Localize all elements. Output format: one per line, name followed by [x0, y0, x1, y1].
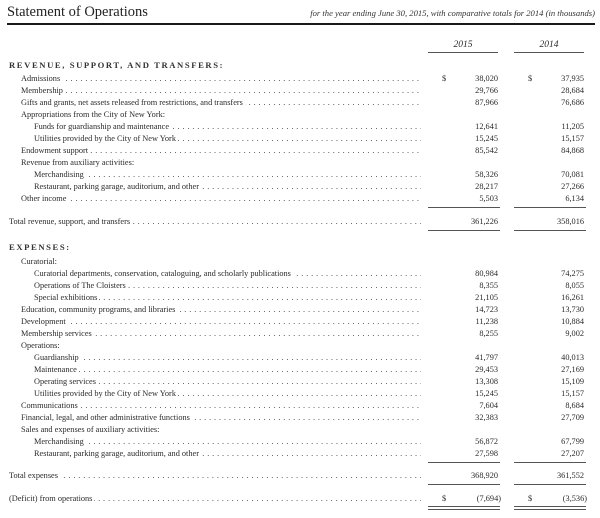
grand-total-double-rule — [514, 506, 586, 510]
table-row — [0, 328, 600, 339]
row-label: Funds for guardianship and maintenance — [34, 122, 170, 131]
value-2014: 37,935 — [561, 74, 584, 83]
row-label: Endowment support — [21, 146, 89, 155]
value-2014: 27,207 — [561, 449, 584, 458]
total-rule — [428, 230, 500, 231]
value-2015: 7,604 — [479, 401, 498, 410]
value-2014: 67,799 — [561, 437, 584, 446]
row-label: Restaurant, parking garage, auditorium, and other — [34, 182, 199, 191]
table-row — [0, 133, 600, 144]
row-label: Restaurant, parking garage, auditorium, and other — [34, 449, 199, 458]
value-2015: 29,453 — [475, 365, 498, 374]
value-2014: 76,686 — [561, 98, 584, 107]
table-row — [0, 121, 600, 132]
table-row — [0, 316, 600, 327]
table-row — [0, 85, 600, 96]
value-2015: 58,326 — [475, 170, 498, 179]
table-row — [0, 424, 600, 435]
revenue-section — [0, 60, 600, 71]
table-row — [0, 412, 600, 423]
value-2014: 84,868 — [561, 146, 584, 155]
deficit-row — [0, 493, 600, 504]
row-label: Gifts and grants, net assets released from restrictions, and transfers — [21, 98, 243, 107]
grand-total-double-rule — [428, 506, 500, 510]
table-row — [0, 181, 600, 192]
value-2015: 5,503 — [479, 194, 498, 203]
row-label: Utilities provided by the City of New York — [34, 134, 176, 143]
page-title: Statement of Operations — [7, 4, 148, 20]
value-2014: 27,709 — [561, 413, 584, 422]
value-2015: 361,226 — [471, 217, 498, 226]
value-2015: 27,598 — [475, 449, 498, 458]
subtotal-rule — [514, 462, 586, 463]
value-2015: 11,238 — [475, 317, 498, 326]
row-label: Operating services — [34, 377, 96, 386]
value-2015: 56,872 — [475, 437, 498, 446]
value-2014: (3,536) — [562, 494, 587, 503]
row-label: Operations of The Cloisters — [34, 281, 126, 290]
table-row — [0, 400, 600, 411]
value-2015: 368,920 — [471, 471, 498, 480]
table-row — [0, 304, 600, 315]
table-row — [0, 280, 600, 291]
row-label: Admissions — [21, 74, 61, 83]
total-rule — [514, 484, 586, 485]
value-2014: 15,109 — [561, 377, 584, 386]
value-2015: 14,723 — [475, 305, 498, 314]
value-2014: 70,081 — [561, 170, 584, 179]
section-title-revenue: REVENUE, SUPPORT, AND TRANSFERS: — [9, 60, 225, 70]
row-label: Sales and expenses of auxiliary activities: — [21, 425, 160, 434]
table-row — [0, 364, 600, 375]
value-2015: 12,641 — [475, 122, 498, 131]
table-row — [0, 292, 600, 303]
currency-symbol: $ — [528, 74, 533, 83]
row-label: Appropriations from the City of New York: — [21, 110, 166, 119]
row-label: Total revenue, support, and transfers — [9, 217, 131, 226]
value-2014: 358,016 — [557, 217, 584, 226]
row-label: Utilities provided by the City of New York — [34, 389, 176, 398]
value-2014: 15,157 — [561, 134, 584, 143]
table-row — [0, 256, 600, 267]
value-2014: 28,684 — [561, 86, 584, 95]
table-row — [0, 268, 600, 279]
section-title-expenses: EXPENSES: — [9, 242, 71, 252]
value-2015: 85,542 — [475, 146, 498, 155]
value-2014: 11,205 — [561, 122, 584, 131]
row-label: Membership services — [21, 329, 92, 338]
total-row-expenses — [0, 470, 600, 481]
value-2014: 74,275 — [561, 269, 584, 278]
value-2015: 32,383 — [475, 413, 498, 422]
table-row — [0, 448, 600, 459]
row-label: Education, community programs, and libraries — [21, 305, 176, 314]
value-2015: 15,245 — [475, 134, 498, 143]
value-2015: (7,694) — [476, 494, 501, 503]
row-label: Guardianship — [34, 353, 79, 362]
currency-symbol: $ — [528, 494, 533, 503]
value-2014: 15,157 — [561, 389, 584, 398]
page-subtitle: for the year ending June 30, 2015, with comparative totals for 2014 (in thousands) — [310, 8, 595, 18]
value-2014: 8,684 — [565, 401, 584, 410]
value-2014: 16,261 — [561, 293, 584, 302]
value-2014: 27,266 — [561, 182, 584, 191]
table-row — [0, 109, 600, 120]
row-label: Special exhibitions — [34, 293, 98, 302]
subtotal-rule — [428, 207, 500, 208]
column-header-2015: 2015 — [428, 40, 498, 53]
value-2015: 13,308 — [475, 377, 498, 386]
row-label: Membership — [21, 86, 63, 95]
subtotal-rule — [514, 207, 586, 208]
row-label: Maintenance — [34, 365, 77, 374]
row-label: Curatorial departments, conservation, cataloguing, and scholarly publications — [34, 269, 291, 278]
currency-symbol: $ — [442, 74, 447, 83]
row-label: Revenue from auxiliary activities: — [21, 158, 135, 167]
value-2015: 80,984 — [475, 269, 498, 278]
subtotal-rule — [428, 462, 500, 463]
table-row — [0, 388, 600, 399]
table-row — [0, 169, 600, 180]
value-2015: 15,245 — [475, 389, 498, 398]
expenses-section — [0, 242, 600, 253]
table-row — [0, 340, 600, 351]
value-2014: 40,013 — [561, 353, 584, 362]
value-2015: 8,255 — [479, 329, 498, 338]
statement-header — [7, 4, 595, 25]
value-2014: 6,134 — [565, 194, 584, 203]
value-2015: 21,105 — [475, 293, 498, 302]
row-label: Operations: — [21, 341, 60, 350]
table-row — [0, 352, 600, 363]
value-2014: 8,055 — [565, 281, 584, 290]
value-2015: 8,355 — [479, 281, 498, 290]
row-label: Curatorial: — [21, 257, 57, 266]
total-rule — [428, 484, 500, 485]
table-row — [0, 97, 600, 108]
currency-symbol: $ — [442, 494, 447, 503]
total-rule — [514, 230, 586, 231]
value-2015: 87,966 — [475, 98, 498, 107]
value-2015: 28,217 — [475, 182, 498, 191]
value-2014: 27,169 — [561, 365, 584, 374]
row-label: (Deficit) from operations — [9, 494, 93, 503]
value-2014: 9,002 — [565, 329, 584, 338]
table-row — [0, 193, 600, 204]
column-header-2014: 2014 — [514, 40, 584, 53]
value-2014: 13,730 — [561, 305, 584, 314]
row-label: Merchandising — [34, 437, 84, 446]
row-label: Total expenses — [9, 471, 58, 480]
total-row-revenue — [0, 216, 600, 227]
value-2015: 38,020 — [475, 74, 498, 83]
row-label: Development — [21, 317, 66, 326]
row-label: Merchandising — [34, 170, 84, 179]
value-2015: 41,797 — [475, 353, 498, 362]
table-row — [0, 376, 600, 387]
row-label: Communications — [21, 401, 78, 410]
table-row — [0, 436, 600, 447]
row-label: Financial, legal, and other administrative functions — [21, 413, 190, 422]
table-row — [0, 145, 600, 156]
value-2014: 361,552 — [557, 471, 584, 480]
table-row — [0, 73, 600, 84]
value-2014: 10,884 — [561, 317, 584, 326]
table-row — [0, 157, 600, 168]
value-2015: 29,766 — [475, 86, 498, 95]
row-label: Other income — [21, 194, 67, 203]
